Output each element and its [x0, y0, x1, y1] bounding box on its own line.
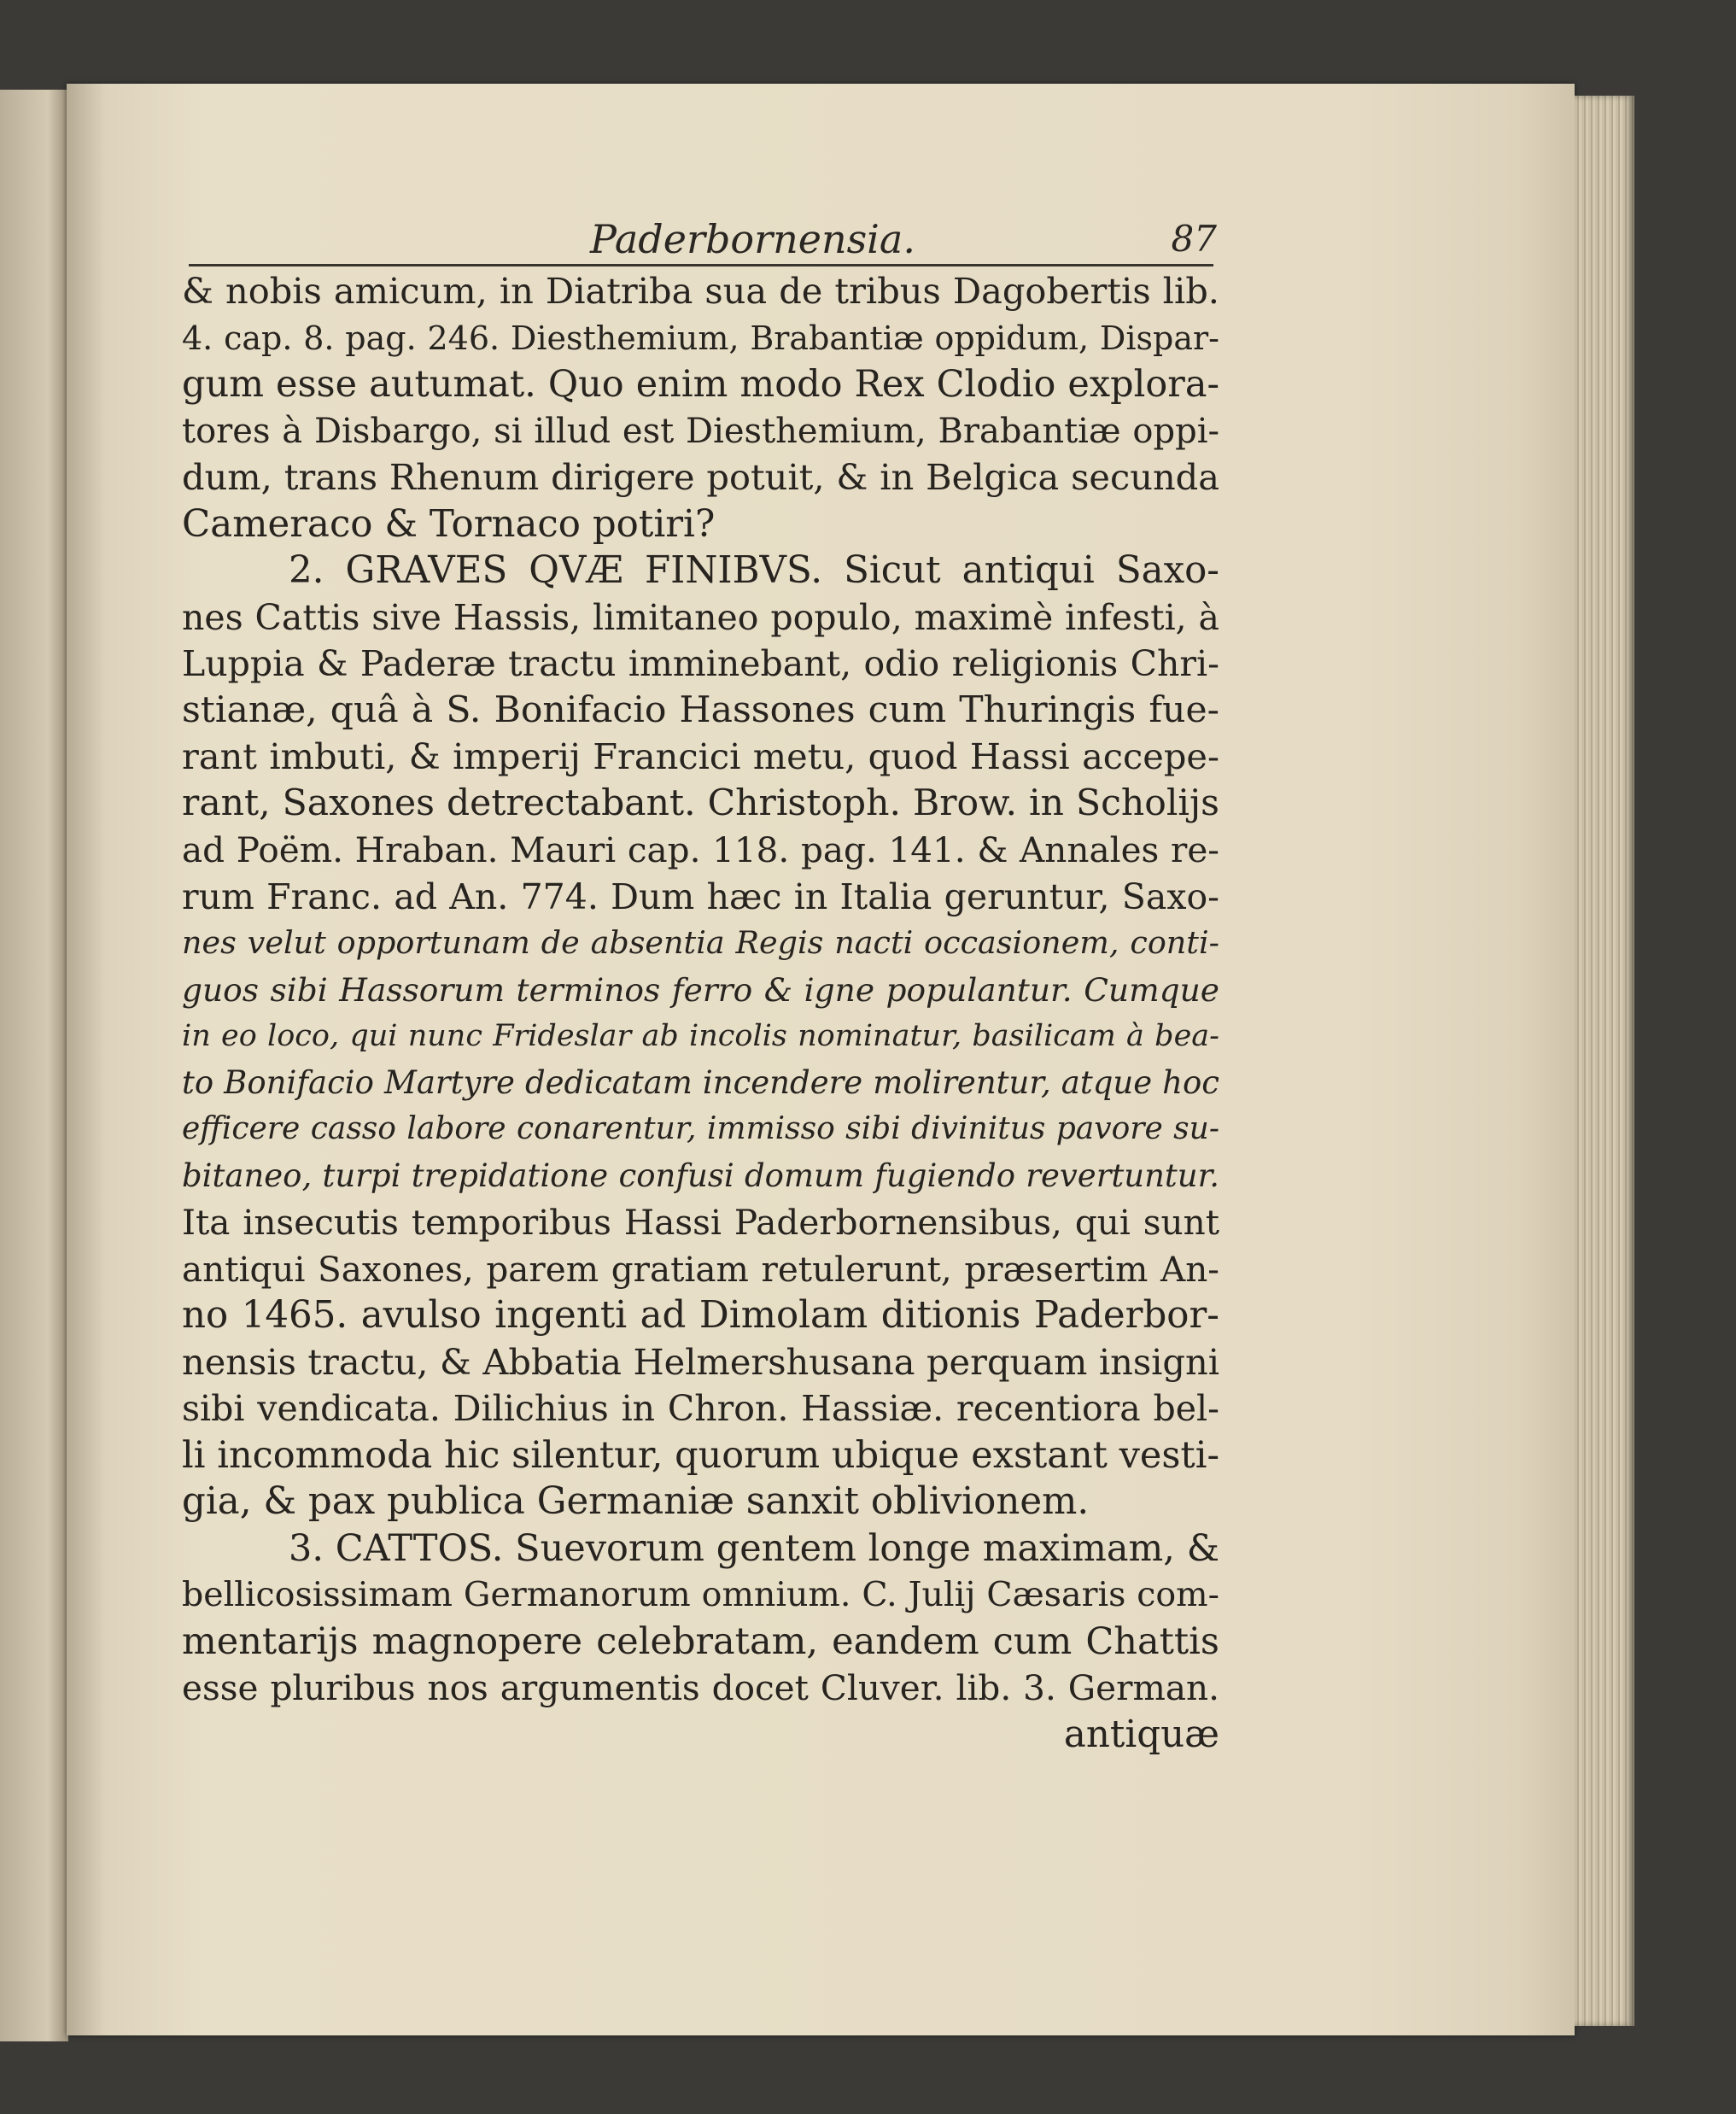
- text-line: nensis tractu, & Abbatia Helmershusana perquam insigni: [182, 1340, 1219, 1383]
- text-line: stianæ, quâ à S. Bonifacio Hassones cum Thuringis fue-: [182, 688, 1219, 731]
- text-line: esse pluribus nos argumentis docet Cluver. lib. 3. German.: [182, 1667, 1219, 1708]
- text-line: rant, Saxones detrectabant. Christoph. Brow. in Scholijs: [182, 782, 1219, 824]
- text-line: bitaneo, turpi trepidatione confusi domum fugiendo revertuntur.: [182, 1157, 1219, 1194]
- text-line: no 1465. avulso ingenti ad Dimolam ditionis Paderbor-: [182, 1294, 1219, 1337]
- text-line: 2. GRAVES QVÆ FINIBVS. Sicut antiqui Saxo-: [289, 549, 1219, 592]
- body-text: [182, 268, 1219, 1758]
- text-line: 3. CATTOS. Suevorum gentem longe maximam, &: [289, 1526, 1219, 1570]
- text-line: li incommoda hic silentur, quorum ubique exstant vesti-: [182, 1433, 1219, 1477]
- running-title: Paderbornensia.: [590, 216, 915, 262]
- text-line: nes Cattis sive Hassis, limitaneo populo, maximè infesti, à: [182, 596, 1219, 638]
- text-line: to Bonifacio Martyre dedicatam incendere molirentur, atque hoc: [182, 1063, 1219, 1101]
- text-line: Luppia & Paderæ tractu imminebant, odio religionis Chri-: [182, 643, 1219, 684]
- text-line: antiqui Saxones, parem gratiam retulerunt, præsertim An-: [182, 1248, 1219, 1290]
- text-line: dum, trans Rhenum dirigere potuit, & in Belgica secunda: [182, 456, 1219, 498]
- text-line: tores à Disbargo, si illud est Diesthemium, Brabantiæ oppi-: [182, 411, 1219, 451]
- text-line: ad Poëm. Hraban. Mauri cap. 118. pag. 141. & Annales re-: [182, 829, 1219, 870]
- facing-page-edge: [0, 90, 68, 2041]
- text-line: bellicosissimam Germanorum omnium. C. Julij Cæsaris com-: [182, 1575, 1219, 1614]
- page-number: 87: [1171, 218, 1217, 260]
- text-line: 4. cap. 8. pag. 246. Diesthemium, Brabantiæ oppidum, Dispar-: [182, 319, 1219, 357]
- text-line: in eo loco, qui nunc Frideslar ab incolis nominatur, basilicam à bea-: [182, 1019, 1219, 1053]
- header-rule: [189, 264, 1213, 266]
- text-line: guos sibi Hassorum terminos ferro & igne populantur. Cumque: [182, 970, 1219, 1009]
- text-line: & nobis amicum, in Diatriba sua de tribus Dagobertis lib.: [182, 270, 1219, 312]
- text-line: Ita insecutis temporibus Hassi Paderbornensibus, qui sunt: [182, 1202, 1219, 1243]
- text-line: rum Franc. ad An. 774. Dum hæc in Italia geruntur, Saxo-: [182, 875, 1219, 917]
- text-line: gia, & pax publica Germaniæ sanxit oblivionem.: [182, 1480, 1090, 1523]
- text-line: gum esse autumat. Quo enim modo Rex Clodio explora-: [182, 363, 1219, 406]
- text-line: sibi vendicata. Dilichius in Chron. Hassiæ. recentiora bel-: [182, 1388, 1219, 1429]
- text-line: efficere casso labore conarentur, immisso sibi divinitus pavore su-: [182, 1111, 1219, 1146]
- page-header: [189, 215, 1217, 263]
- text-line: rant imbuti, & imperij Francici metu, quod Hassi accepe-: [182, 735, 1219, 777]
- page-stack-edge: [1575, 96, 1634, 2026]
- text-line: Cameraco & Tornaco potiri?: [182, 502, 716, 546]
- text-line: mentarijs magnopere celebratam, eandem cum Chattis: [182, 1619, 1219, 1663]
- catchword: antiquæ: [1063, 1713, 1219, 1756]
- text-line: nes velut opportunam de absentia Regis nacti occasionem, conti-: [182, 924, 1219, 961]
